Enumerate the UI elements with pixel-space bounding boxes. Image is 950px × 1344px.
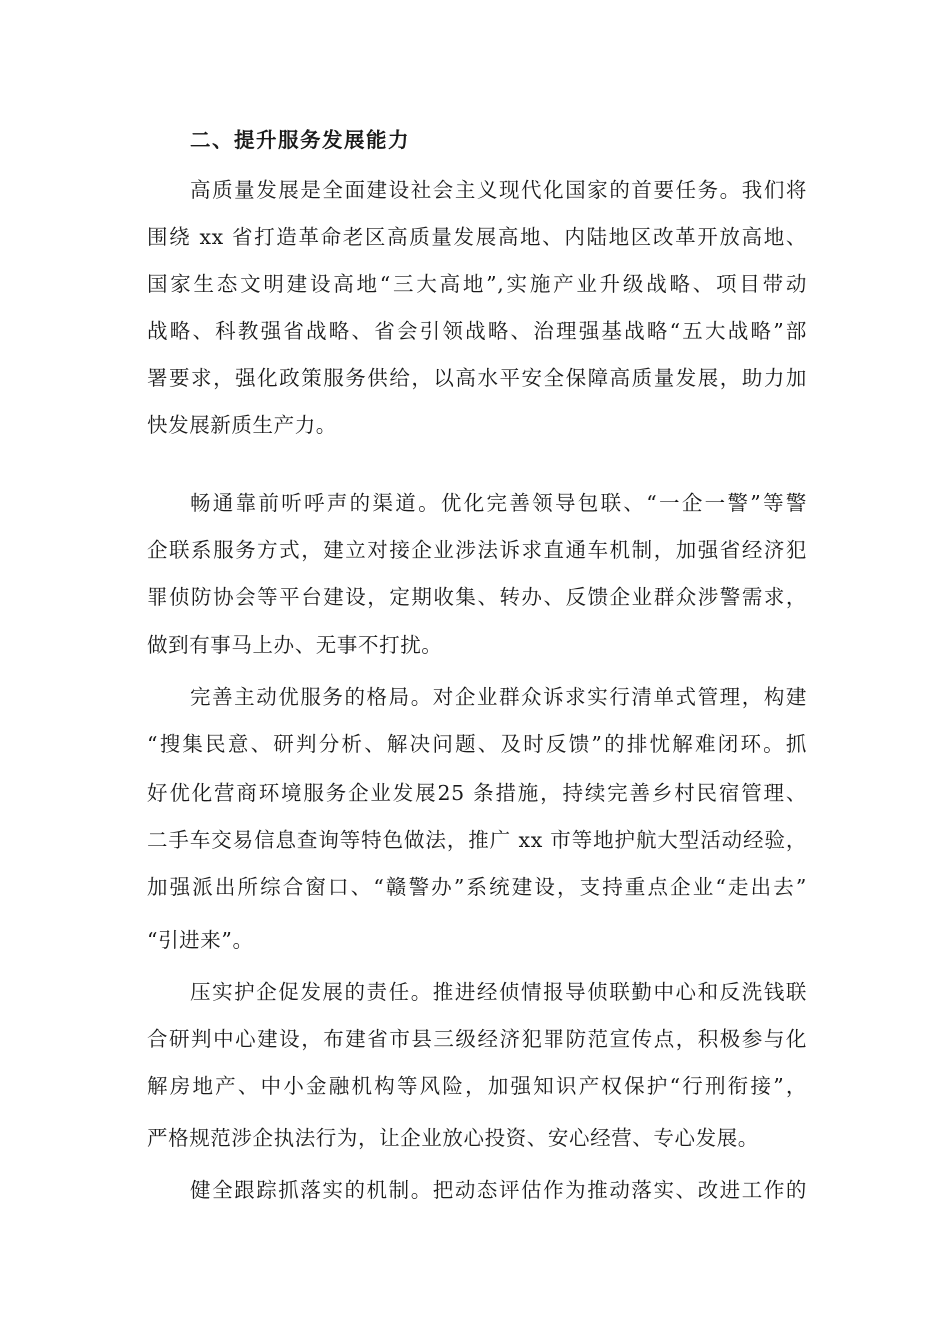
paragraph-3-line-3: 好优化营商环境服务企业发展25 条措施，持续完善乡村民宿管理、	[147, 781, 807, 805]
paragraph-5-line-1: 健全跟踪抓落实的机制。把动态评估作为推动落实、改进工作的	[190, 1178, 807, 1202]
paragraph-1-line-6: 快发展新质生产力。	[147, 413, 337, 437]
paragraph-2-line-3: 罪侦防协会等平台建设，定期收集、转办、反馈企业群众涉警需求，	[147, 585, 807, 609]
paragraph-1-line-5: 署要求，强化政策服务供给，以高水平安全保障高质量发展，助力加	[147, 366, 807, 390]
paragraph-3-line-5: 加强派出所综合窗口、“赣警办”系统建设，支持重点企业“走出去”	[147, 875, 807, 899]
paragraph-1-line-3: 国家生态文明建设高地“三大高地”,实施产业升级战略、项目带动	[147, 272, 807, 296]
paragraph-2-line-2: 企联系服务方式，建立对接企业涉法诉求直通车机制，加强省经济犯	[147, 538, 807, 562]
paragraph-3-line-4: 二手车交易信息查询等特色做法，推广 xx 市等地护航大型活动经验，	[147, 828, 807, 852]
paragraph-4-line-4: 严格规范涉企执法行为，让企业放心投资、安心经营、专心发展。	[147, 1126, 759, 1150]
paragraph-4-line-1: 压实护企促发展的责任。推进经侦情报导侦联勤中心和反洗钱联	[190, 980, 807, 1004]
paragraph-2-line-4: 做到有事马上办、无事不打扰。	[147, 633, 443, 657]
paragraph-1-line-4: 战略、科教强省战略、省会引领战略、治理强基战略“五大战略”部	[147, 319, 807, 343]
paragraph-2-line-1: 畅通靠前听呼声的渠道。优化完善领导包联、“一企一警”等警	[190, 491, 807, 515]
paragraph-1-line-1: 高质量发展是全面建设社会主义现代化国家的首要任务。我们将	[190, 178, 807, 202]
paragraph-3-line-6: “引进来”。	[147, 928, 254, 952]
paragraph-4-line-3: 解房地产、中小金融机构等风险，加强知识产权保护“行刑衔接”，	[147, 1074, 807, 1098]
paragraph-3-line-2: “搜集民意、研判分析、解决问题、及时反馈”的排忧解难闭环。抓	[147, 732, 807, 756]
paragraph-1-line-2: 围绕 xx 省打造革命老区高质量发展高地、内陆地区改革开放高地、	[147, 225, 807, 249]
section-heading: 二、提升服务发展能力	[190, 128, 410, 152]
paragraph-4-line-2: 合研判中心建设，布建省市县三级经济犯罪防范宣传点，积极参与化	[147, 1027, 807, 1051]
paragraph-3-line-1: 完善主动优服务的格局。对企业群众诉求实行清单式管理，构建	[190, 685, 807, 709]
